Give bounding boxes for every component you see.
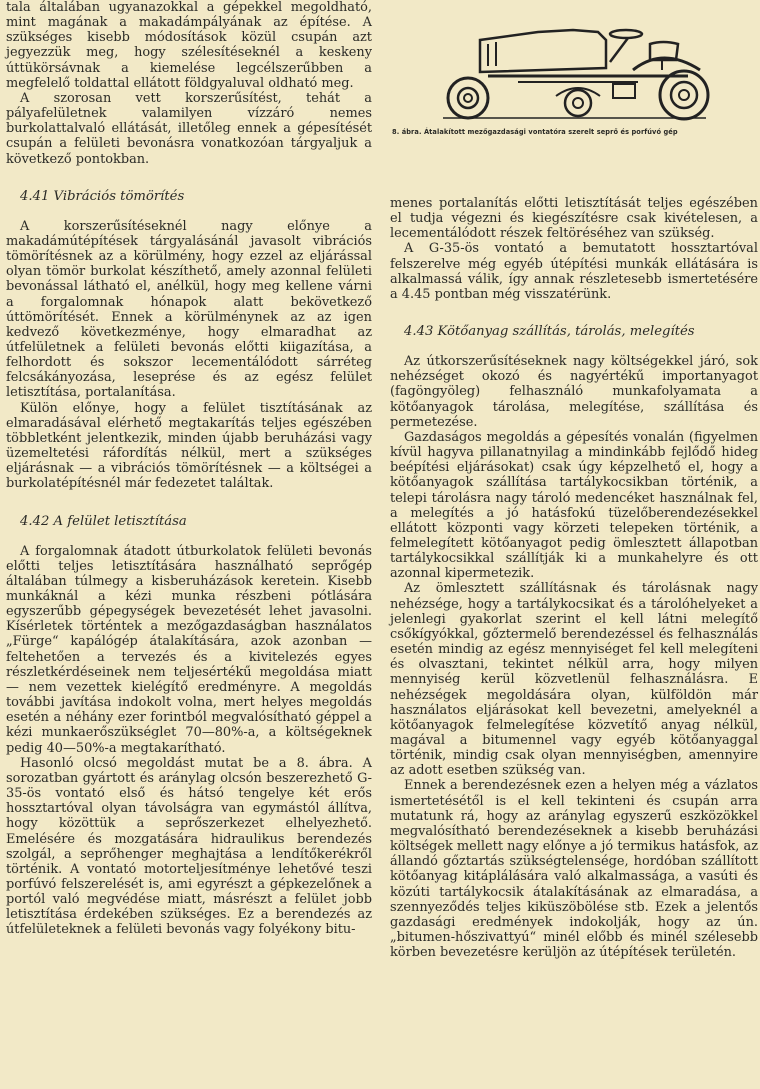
section-heading-4-43: 4.43 Kötőanyag szállítás, tárolás, melegítés xyxy=(404,324,695,340)
sweeper-brush xyxy=(565,90,591,116)
front-wheel xyxy=(448,78,488,118)
section-heading-4-42: 4.42 A felület letisztítása xyxy=(20,513,187,529)
tractor-sweeper-drawing xyxy=(388,0,760,128)
section-heading-4-41: 4.41 Vibrációs tömörítés xyxy=(20,188,185,204)
rear-wheel xyxy=(660,71,708,119)
paragraph: Ennek a berendezésnek ezen a helyen még a vázlatos ismertetésétől is el kell tekinteni és csupán arra mutatunk rá, hogy az aránylag egyszerű eszközökkel megvalósítható berendezéseknek a kisebb beruházási költségek mellett nagy előnye a jó termikus hatásfok, az állandó gőztartás szükségtelensége, hordóban szállított kötőanyag kitáplálására való alkalmassága, a vasúti és közúti tartálykocsik átalakításának az elmaradása, a szennyeződés teljes kiküszöbölése stb. Ezek a jelentős gazdasági eredmények indokolják, hogy az ún. „bitumen-hőszivattyú“ minél előbb és minél szélesebb körben bevezetésre kerüljön az útépítések területén. xyxy=(390,778,758,961)
steering-wheel xyxy=(610,30,642,38)
figure-caption: 8. ábra. Átalakított mezőgazdasági vontatóra szerelt seprő és porfúvó gép xyxy=(392,128,678,136)
paragraph: menes portalanítás előtti letisztítását teljes egészében el tudja végezni és kiegészítésre csak kivételesen, a lecementálódott részek feltöréséhez van szükség. xyxy=(390,196,758,242)
paragraph: Az ömlesztett szállításnak és tárolásnak nagy nehézsége, hogy a tartálykocsikat és a tárolóhelyeket a jelenlegi gyakorlat szerint el kell látni melegítő csőkígyókkal, gőztermelő berendezéssel és felhasználás esetén mindig az egész mennyiséget fel kell melegíteni és olvasztani, tekintet nélkül arra, hogy milyen mennyiség kerül közvetlenül felhasználásra. E nehézségek megoldására olyan, külföldön már használatos eljárásokat kell bevezetni, amelyeknél a kötőanyagok felmelegítése közvetítő anyag nélkül, magával a bitumennel vagy egyéb kötőanyaggal történik, mindig csak olyan mennyiségben, amennyire az adott esetben szükség van. xyxy=(390,581,758,779)
left-column xyxy=(6,0,372,938)
paragraph: A forgalomnak átadott útburkolatok felületi bevonás előtti teljes letisztítására használható seprőgép általában túlmegy a kisberuházások keretein. Kisebb munkáknál a kézi munka részbeni pótlására egyszerűbb gépegységek bevezetését lehet javasolni. Kísérletek történtek a mezőgazdaságban használatos „Fürge“ kapálógép átalakítására, azok azonban — feltehetően a tervezés és a kivitelezés egyes részletkérdéseinek nem teljesértékű megoldása miatt — nem vezettek kielégítő eredményre. A megoldás további javítása indokolt volna, mert helyes megoldás esetén a néhány ezer forintból megvalósítható géppel a kézi munkaerőszükséglet 70—80%-a, a költségeknek pedig 40—50%-a megtakarítható. xyxy=(6,543,372,756)
right-column xyxy=(390,196,758,960)
paragraph: A szorosan vett korszerűsítést, tehát a pályafelületnek valamilyen vízzáró nemes burkolattalvaló ellátását, illetőleg ennek a gépesítését csupán a felületi bevonásra vonatkozóan tárgyaljuk a következő pontokban. xyxy=(6,90,372,167)
paragraph: Hasonló olcsó megoldást mutat be a 8. ábra. A sorozatban gyártott és aránylag olcsón beszerezhető G-35-ös vontató első és hátsó tengelye két erős hossztartóval olyan távolságra van egymástól állítva, hogy közöttük a seprőszerkezet elhelyezhető. Emelésére és mozgatására hidraulikus berendezés szolgál, a seprőhenger meghajtása a lendítőkerékről történik. A vontató motorteljesítménye lehetővé teszi porfúvó felszerelését is, ami egyrészt a gépkezelőnek a portól való megvédése miatt, másrészt a felület jobb letisztítása érdekében szükséges. Ez a berendezés az útfelületeknek a felületi bevonás vagy folyékony bitu- xyxy=(6,755,372,938)
paragraph: A korszerűsítéseknél nagy előnye a makadámútépítések tárgyalásánál javasolt vibrációs tömörítésnek az a körülmény, hogy ezzel az eljárással olyan tömör burkolat készíthető, amely azonnal felületi bevonással látható el, anélkül, hogy meg kellene várni a forgalomnak hónapok alatt bekövetkező úttömörítését. Ennek a körülménynek az az igen kedvező következménye, hogy elmaradhat az útfelületnek a felületi bevonás előtti kiigazítása, a felhordott és sokszor lecementálódott sárréteg felcsákányozása, leseprése és az egész felület letisztítása, portalanítása. xyxy=(6,218,372,401)
tractor-hood xyxy=(480,30,606,72)
paragraph: Az útkorszerűsítéseknek nagy költségekkel járó, sok nehézséget okozó és nagyértékű importanyagot (fagöngyöleg) felhasználó munkafolyamata a kötőanyagok tárolása, melegítése, szállítása és permetezése. xyxy=(390,354,758,430)
blower-unit xyxy=(613,84,635,98)
paragraph: A G-35-ös vontató a bemutatott hossztartóval felszerelve még egyéb útépítési munkák ellátására is alkalmassá válik, így annak részletesebb ismertetésére a 4.45 pontban még visszatérünk. xyxy=(390,241,758,302)
paragraph: tala általában ugyanazokkal a gépekkel megoldható, mint magának a makadámpályának az építése. A szükséges kisebb módosítások közül csupán azt jegyezzük meg, hogy szélesítéseknél a keskeny úttükörsávnak a kiemelése legcélszerűbben a megfelelő toldattal ellátott földgyaluval oldható meg. xyxy=(6,0,372,91)
paragraph: Gazdaságos megoldás a gépesítés vonalán (figyelmen kívül hagyva pillanatnyilag a mindinkább fejlődő hideg beépítési eljárásokat) csak úgy képzelhető el, hogy a kötőanyagok szállítása tartálykocsikban történik, a telepi tárolásra nagy tároló medencéket használnak fel, a melegítés a jó hatásfokú tüzelőberendezésekkel ellátott központi vagy körzeti telepeken történik, a felmelegített kötőanyagot pedig ömlesztett állapotban tartálykocsikkal szállítják ki a munkahelyre és ott azonnal kipermetezik. xyxy=(390,429,758,582)
paragraph: Külön előnye, hogy a felület tisztításának az elmaradásával elérhető megtakarítás teljes egészében többletként jelentkezik, minden újabb beruházási vagy üzemeltetési ráfordítás nélkül, mert a szükséges eljárásnak — a vibrációs tömörítésnek — a költségei a burkolatépítésnél már fedezetet találtak. xyxy=(6,400,372,492)
